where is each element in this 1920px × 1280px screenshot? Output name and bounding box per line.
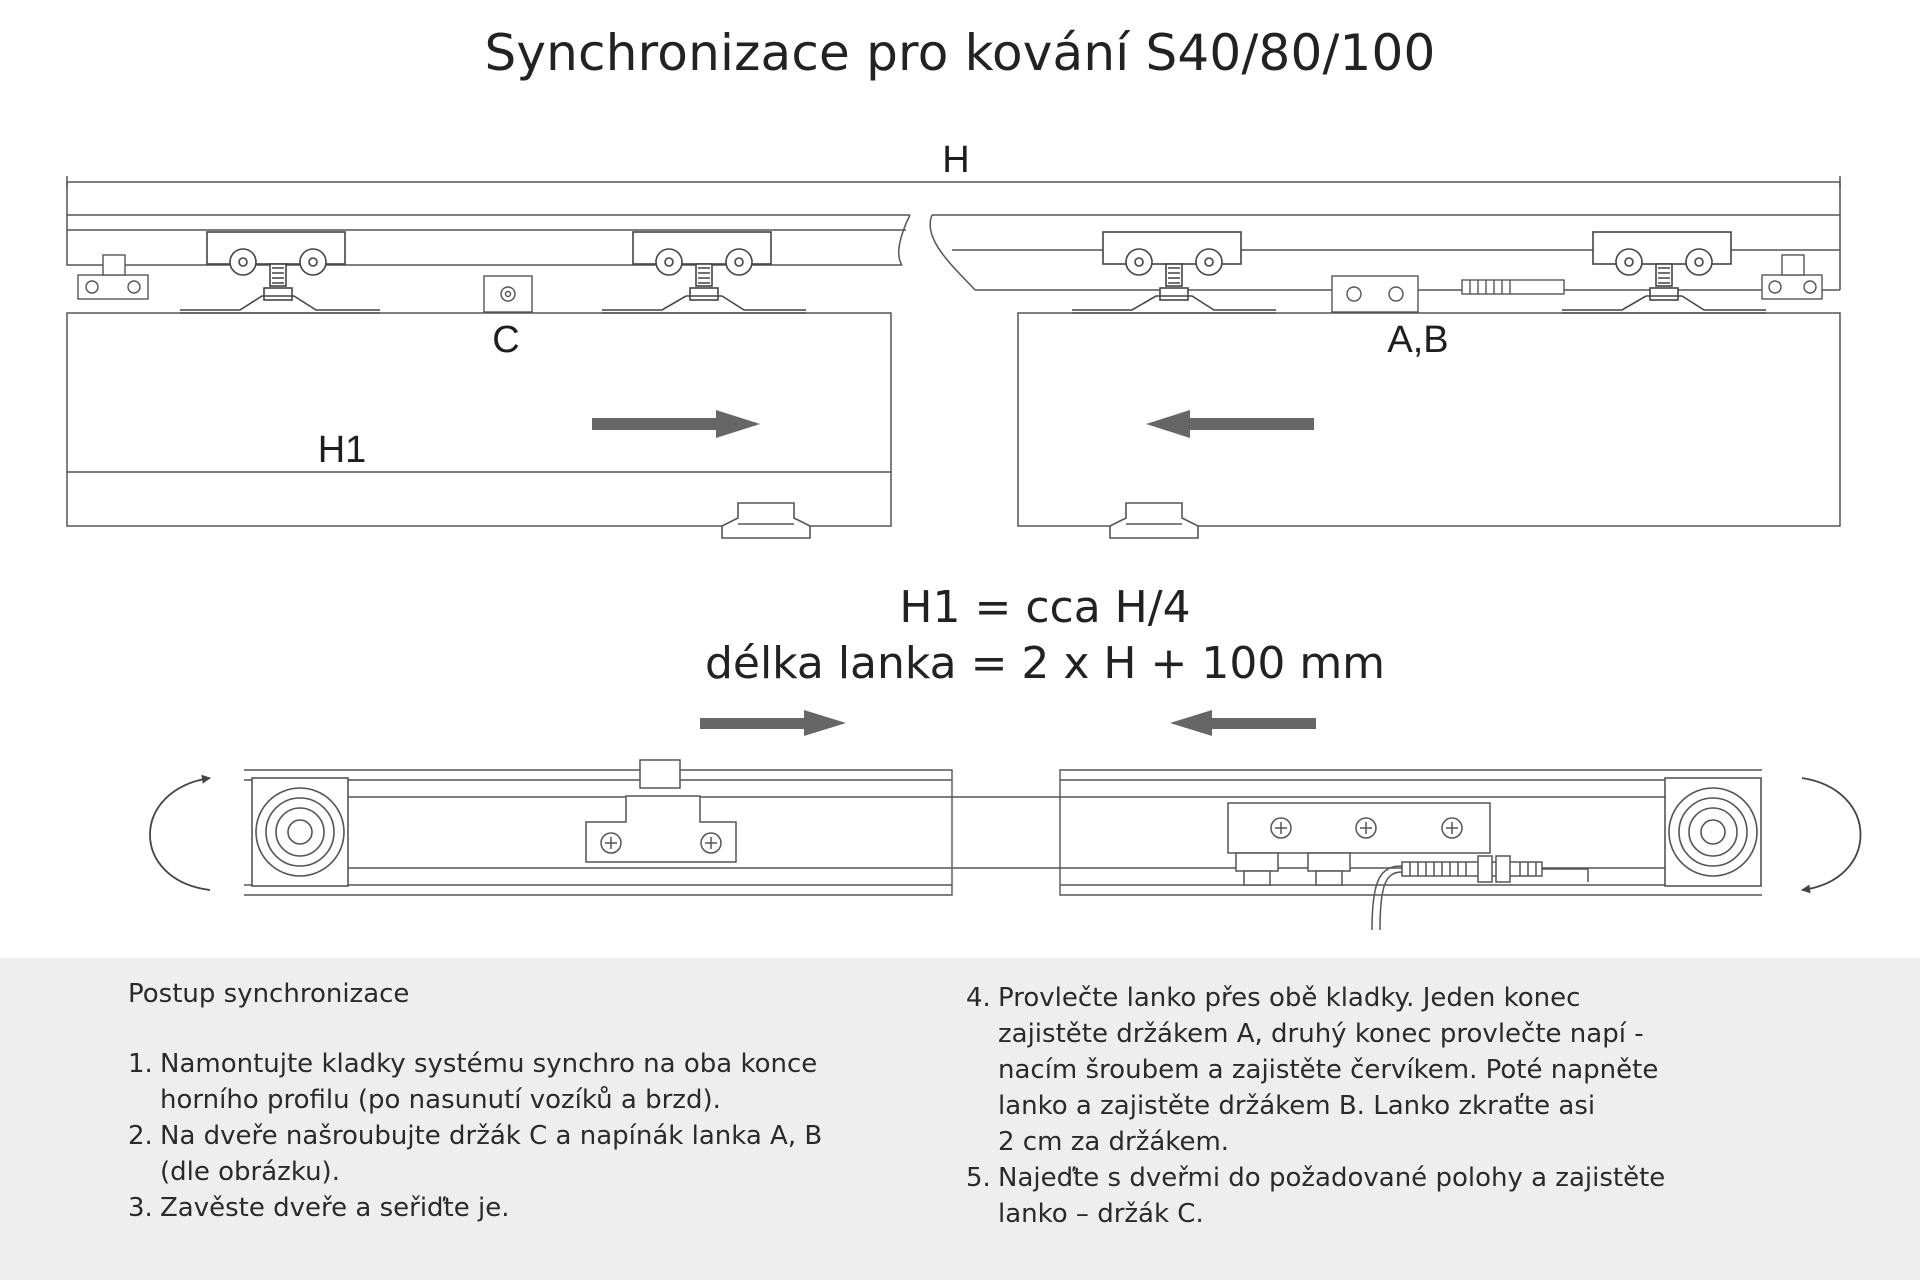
page-title: Synchronizace pro kování S40/80/100: [484, 24, 1436, 82]
rotation-arrow-right: [1802, 778, 1861, 890]
trolley-1: [180, 232, 380, 313]
trolley-4: [1562, 232, 1766, 313]
steps-left-list: [128, 1046, 888, 1226]
instructions-heading: Postup synchronizace: [128, 979, 410, 1009]
instructions-panel: [0, 958, 1920, 1280]
door-left: [67, 313, 891, 526]
pulley-right: [1665, 778, 1761, 886]
holder-c-lower: [586, 760, 736, 862]
steps-right-list: [966, 980, 1686, 1232]
step-item: 1. Namontujte kladky systému synchro na oba konce horního profilu (po nasunutí vozíků a brzd).: [128, 1049, 818, 1115]
label-c: C: [492, 319, 520, 361]
formulas: [520, 580, 1570, 692]
arrow-left-upper: [1146, 410, 1314, 438]
instructions-right-column: [966, 980, 1686, 1232]
bracket-c: [484, 276, 532, 312]
end-stop-left: [78, 255, 148, 299]
end-stop-right: [1762, 255, 1822, 299]
floor-guide-left: [722, 503, 810, 538]
tensioner-ab-lower: [1228, 803, 1588, 930]
trolley-3: [1072, 232, 1276, 313]
step-item: 4. Provlečte lanko přes obě kladky. Jeden konec zajistěte držákem A, druhý konec provlečte napí - nacím šroubem a zajistěte červíkem. Poté napněte lanko a zajistěte držákem B. Lanko zkraťte asi 2 cm za držákem.: [966, 983, 1659, 1157]
label-h: H: [942, 139, 970, 181]
step-item: 5. Najeďte s dveřmi do požadované polohy a zajistěte lanko – držák C.: [966, 1163, 1666, 1229]
step-item: 3. Zavěste dveře a seřiďte je.: [128, 1193, 510, 1223]
arrow-right-upper: [592, 410, 760, 438]
instructions-left-column: [128, 976, 888, 1226]
floor-guide-right: [1110, 503, 1198, 538]
label-ab: A,B: [1387, 319, 1449, 361]
trolley-2: [602, 232, 806, 313]
pulley-left: [252, 778, 348, 886]
step-item: 2. Na dveře našroubujte držák C a napínák lanka A, B (dle obrázku).: [128, 1121, 823, 1187]
tensioner-ab: [1332, 276, 1564, 312]
label-h1: H1: [317, 429, 367, 471]
arrow-left-lower: [1170, 710, 1316, 736]
formula-h1: H1 = cca H/4: [899, 582, 1191, 633]
rotation-arrow-left: [150, 778, 210, 890]
formula-cable-length: délka lanka = 2 x H + 100 mm: [704, 638, 1386, 689]
arrow-right-lower: [700, 710, 846, 736]
